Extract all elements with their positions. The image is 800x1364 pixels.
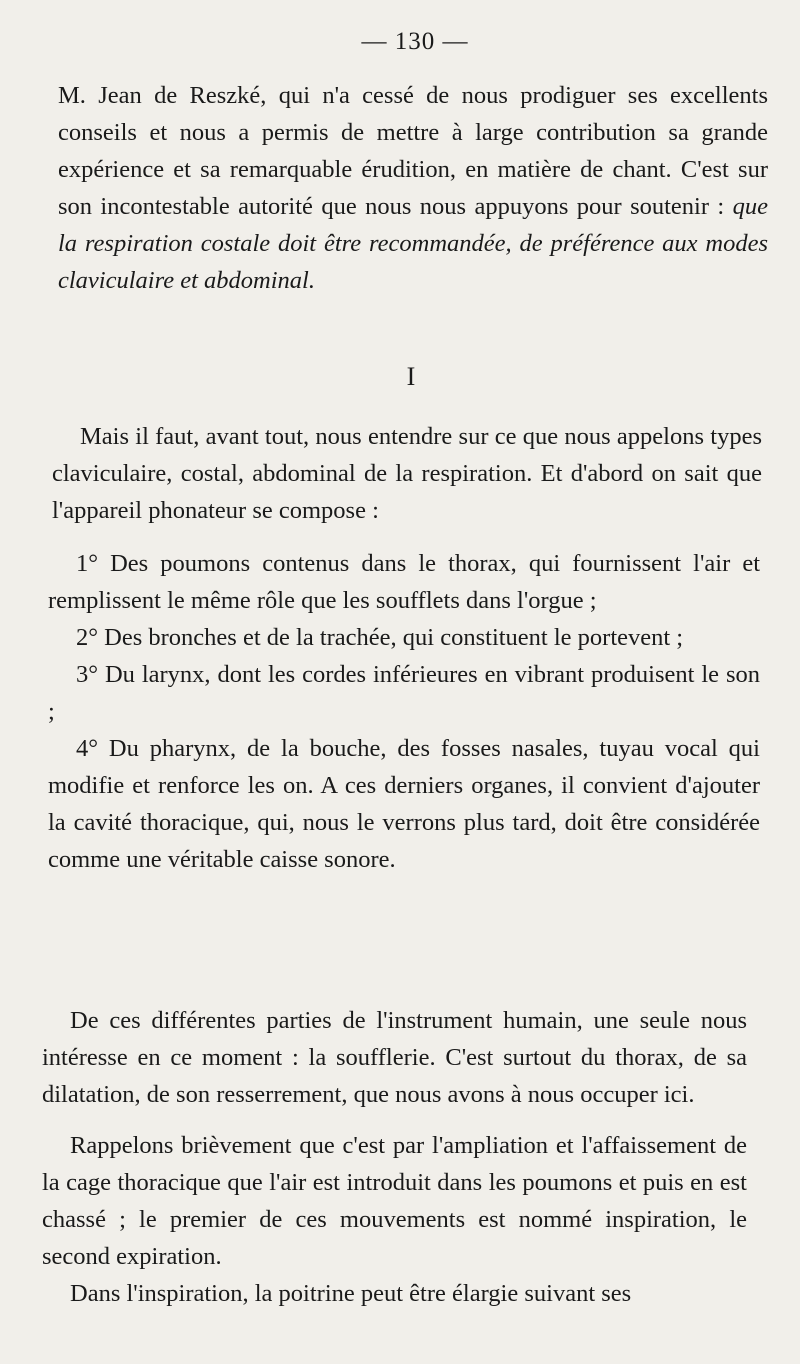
- paragraph-4: Dans l'inspiration, la poitrine peut être élargie suivant ses: [70, 1280, 632, 1307]
- section-heading: I: [406, 362, 416, 391]
- intro-paragraph: [58, 77, 768, 299]
- intro-italic-text: que la respiration costale doit être recommandée, de préférence aux modes claviculaire et abdominal.: [58, 193, 768, 294]
- paragraph-2: De ces différentes parties de l'instrument humain, une seule nous intéresse en ce moment : la soufflerie. C'est surtout du thorax, de sa dilatation, de son resserrement, que nous avons à nous occuper ici.: [42, 1007, 747, 1108]
- paragraph-1: Mais il faut, avant tout, nous entendre sur ce que nous appelons types claviculaire, costal, abdominal de la respiration. Et d'abord on sait que l'appareil phonateur se compose :: [52, 423, 762, 524]
- paragraph-1-block: [52, 418, 762, 529]
- closing-paragraphs: [42, 1002, 747, 1312]
- list-item-4: 4° Du pharynx, de la bouche, des fosses nasales, tuyau vocal qui modifie et renforce les on. A ces derniers organes, il convient d'ajouter la cavité thoracique, qui, nous le verrons plus tard, doit être considérée comme une véritable caisse sonore.: [48, 735, 760, 873]
- page-number: — 130 —: [361, 28, 469, 55]
- list-item-1: 1° Des poumons contenus dans le thorax, qui fournissent l'air et remplissent le même rôle que les soufflets dans l'orgue ;: [48, 550, 760, 614]
- list-item-3: 3° Du larynx, dont les cordes inférieures en vibrant produisent le son ;: [48, 661, 760, 725]
- intro-text: M. Jean de Reszké, qui n'a cessé de nous prodiguer ses excellents conseils et nous a permis de mettre à large contribution sa grande expérience et sa remarquable érudition, en matière de chant. C'est sur son incontestable autorité que nous nous appuyons pour soutenir :: [58, 82, 768, 220]
- paragraph-3: Rappelons brièvement que c'est par l'ampliation et l'affaissement de la cage thoracique que l'air est introduit dans les poumons et puis en est chassé ; le premier de ces mouvements est nommé inspiration, le second expiration.: [42, 1132, 747, 1270]
- list-item-2: 2° Des bronches et de la trachée, qui constituent le portevent ;: [76, 624, 684, 651]
- organ-list: [48, 545, 760, 878]
